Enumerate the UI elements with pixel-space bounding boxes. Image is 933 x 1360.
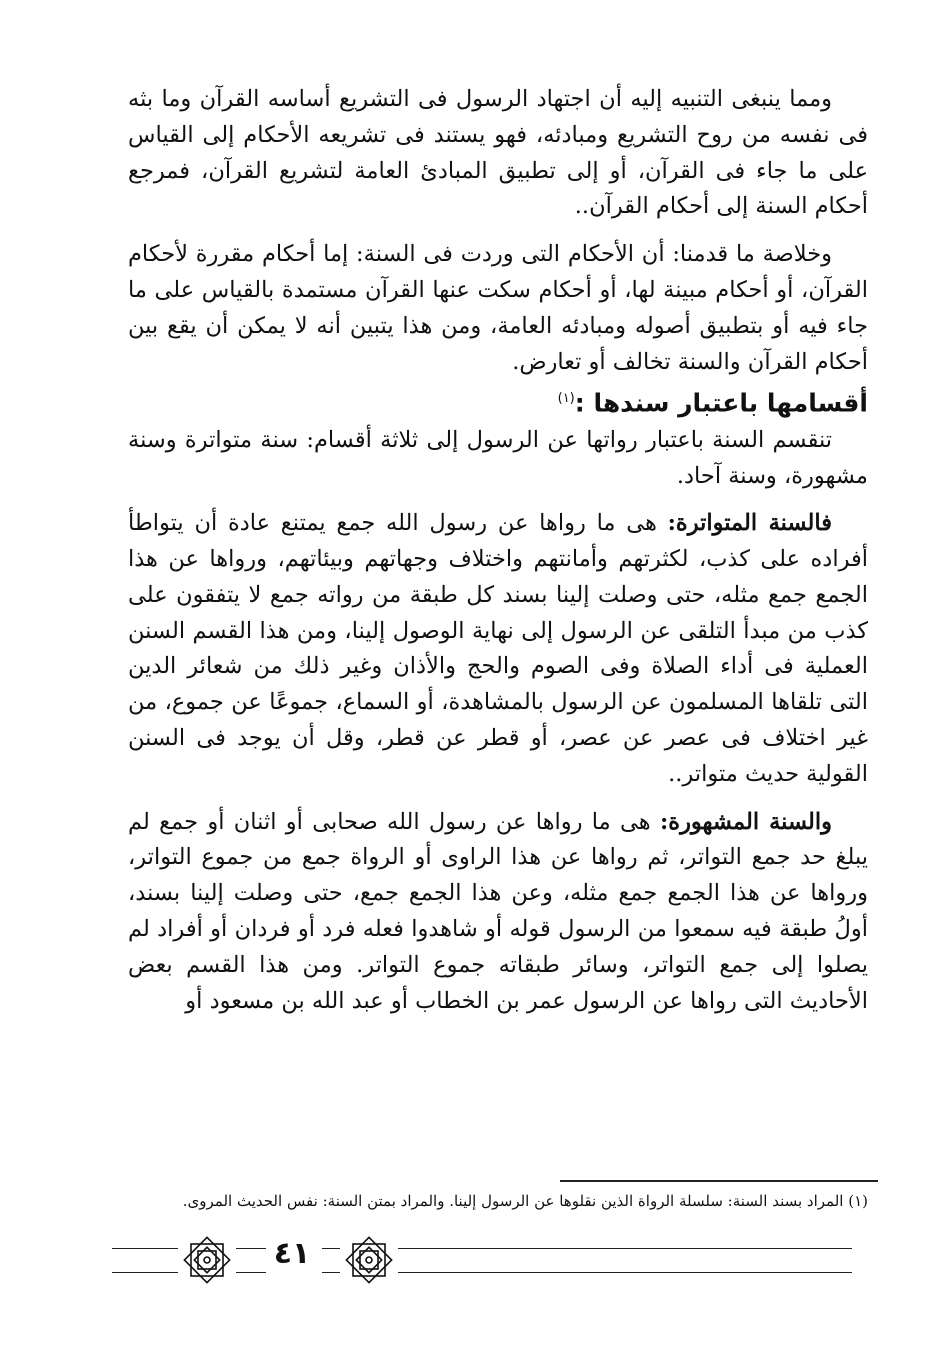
eight-point-star-ornament-icon xyxy=(178,1231,236,1289)
page-body xyxy=(128,82,868,1019)
paragraph-mashhura xyxy=(128,805,868,1020)
footnote: (١) المراد بسند السنة: سلسلة الرواة الذين نقلوها عن الرسول إلينا. والمراد بمتن السنة: نفس الحديث المروى. xyxy=(182,1192,868,1210)
section-heading xyxy=(128,380,868,422)
footer-rule xyxy=(112,1248,178,1249)
footnote-reference: (١) xyxy=(557,391,575,407)
paragraph-mutawatir xyxy=(128,506,868,792)
mutawatir-definition: هى ما رواها عن رسول الله جمع يمتنع عادة أن يتواطأ أفراده على كذب، لكثرتهم وأمانتهم واختلاف وجهاتهم وبيئاتهم، ورواها عن هذا الجمع جمع مثله، حتى وصلت إلينا بسند كل طبقة من رواته جمع لا يتفقون على كذب من مبدأ التلقى عن الرسول إلى نهاية الوصول إلينا، ومن هذا القسم السنن العملية فى أداء الصلاة وفى الصوم والحج والأذان وغير ذلك من شعائر الدين التى تلقاها المسلمون عن الرسول بالمشاهدة، أو السماع، جموعًا عن جموع، من غير اختلاف فى عصر عن عصر، أو قطر عن قطر، وقل أن يوجد فى السنن القولية حديث متواتر.. xyxy=(128,510,868,787)
paragraph-summary: وخلاصة ما قدمنا: أن الأحكام التى وردت فى السنة: إما أحكام مقررة لأحكام القرآن، أو أحكام مبينة لها، أو أحكام سكت عنها القرآن مستمدة بالقياس على ما جاء فيه أو بتطبيق أصوله ومبادئه العامة، ومن هذا يتبين أنه لا يمكن أن يقع بين أحكام القرآن والسنة تخالف أو تعارض. xyxy=(128,241,868,375)
term-mashhura: والسنة المشهورة: xyxy=(659,808,832,835)
term-mutawatir: فالسنة المتواترة: xyxy=(667,510,832,537)
eight-point-star-ornament-icon xyxy=(340,1231,398,1289)
mashhura-definition: هى ما رواها عن رسول الله صحابى أو اثنان أو جمع لم يبلغ حد جمع التواتر، ثم رواها عن هذا الراوى أو الرواة جمع من جموع التواتر، ورواها عن هذا الجمع جمع مثله، وعن هذا الجمع جمع، حتى وصلت إلينا بسند، أولُ طبقة فيه سمعوا من الرسول قوله أو شاهدوا فعله فرد أو فردان أو أفراد لم يصلوا إلى جمع التواتر، وسائر طبقاته جموع التواتر. ومن هذا القسم بعض الأحاديث التى رواها عن الرسول عمر بن الخطاب أو عبد الله بن مسعود أو xyxy=(128,808,868,1014)
paragraph-ijtihad: ومما ينبغى التنبيه إليه أن اجتهاد الرسول فى التشريع أساسه القرآن وما بثه فى نفسه من روح التشريع ومبادئه، فهو يستند فى تشريعه الأحكام إلى القياس على ما جاء فى القرآن، أو إلى تطبيق المبادئ العامة لتشريع القرآن، فمرجع أحكام السنة إلى أحكام القرآن.. xyxy=(128,86,868,220)
paragraph-division: تنقسم السنة باعتبار رواتها عن الرسول إلى ثلاثة أقسام: سنة متواترة وسنة مشهورة، وسنة آحاد. xyxy=(128,426,868,489)
section-heading-text: أقسامها باعتبار سندها : xyxy=(574,388,868,418)
footer-rule xyxy=(322,1272,340,1273)
footer-rule xyxy=(398,1248,852,1249)
footer-rule xyxy=(398,1272,852,1273)
page-footer xyxy=(112,1226,852,1292)
footer-rule xyxy=(112,1272,178,1273)
footer-rule xyxy=(322,1248,340,1249)
footnote-separator xyxy=(560,1180,878,1182)
page-number: ٤١ xyxy=(273,1236,311,1271)
